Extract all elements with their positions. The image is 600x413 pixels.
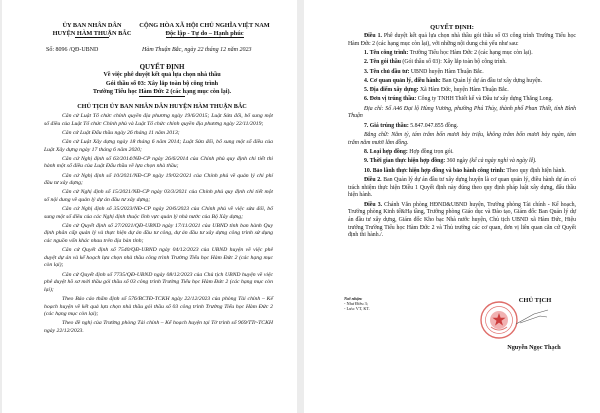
amount-in-words: Bằng chữ: Năm tỷ, tám trăm bốn mươi bảy triệu, không trăm bốn mươi bảy ngàn, tám trăm năm mươi lăm đồng. [348,132,576,146]
article-1-item [348,149,576,157]
item-value: Trường Tiểu học Hàm Đức 2 (các hạng mục còn lại). [409,50,533,56]
item-value: Hợp đồng trọn gói. [409,149,454,156]
item-label: 9. Thời gian thực hiện hợp đồng: [364,158,446,165]
item-value: 360 ngày [446,158,469,165]
place-date: Hàm Thuận Bắc, ngày 22 tháng 12 năm 2023 [142,47,252,53]
document-page-2 [304,0,600,413]
item-label: 4. Cơ quan quản lý, điều hành: [364,77,441,84]
article-3-label: Điều 3. [364,201,383,208]
article-1-item [348,123,576,131]
legal-basis: Căn cứ Quyết định số 7540/QĐ-UBND ngày 04/12/2023 của UBND huyện về việc phê duyệt dự án và kế hoạch lựa chọn nhà thầu công trình Trường Tiểu học Hàm Đức 2 (các hạng mục còn lại); [44,247,273,269]
legal-basis: Căn cứ Quyết định số 7735/QĐ-UBND ngày 08/12/2023 của Chủ tịch UBND huyện về việc phê duyệt hồ sơ mời thầu gói thầu số 03 công trình Trường Tiểu học Hàm Đức 2 (các hạng mục còn lại); [44,271,273,293]
item-value: (Gói thầu số 03): Xây lắp toàn bộ công trình. [402,59,507,66]
recipient-item: - Lưu: VT, KT. [344,306,370,311]
article-1-item [348,96,576,104]
item-label: 2. Tên gói thầu [364,59,401,66]
recipient-item: - Như Điều 3; [344,301,368,306]
decision-subject-line-3: Trường Tiểu học Hàm Đức 2 (các hạng mục còn lại). [92,87,232,95]
article-1 [348,33,576,48]
item-label: 6. Đơn vị trúng thầu: [364,96,417,103]
decision-subject-line-2: Gói thầu số 03: Xây lắp toàn bộ công trình [105,79,219,87]
motto: Độc lập - Tự do – Hạnh phúc [165,30,244,37]
article-2-label: Điều 2. [364,176,382,183]
legal-basis: Căn cứ Luật Xây dựng ngày 18 tháng 6 năm 2014; Luật Sửa đổi, bổ sung một số điều của Luật Xây dựng ngày 17 tháng 6 năm 2020; [44,138,273,153]
decision-articles [348,33,576,242]
item-note: (kể cả ngày nghỉ và ngày lễ). [469,158,537,165]
item-value: UBND huyện Hàm Thuận Bắc. [410,68,484,75]
article-2 [348,177,576,200]
item-value: Theo quy định hiện hành. [506,167,566,174]
legal-basis: Căn cứ Luật Tổ chức chính quyền địa phương ngày 19/6/2015; Luật Sửa đổi, bổ sung một số điều của Luật Tổ chức Chính phủ và Luật Tổ chức chính quyền địa phương ngày 22/11/2019; [44,113,273,127]
item-value: Công ty TNHH Thiết kế và Đầu tư xây dựng Thăng Long. [417,96,553,103]
title-underline [139,96,185,97]
agency-line-2: HUYỆN HÀM THUẬN BẮC [52,30,132,37]
signer-name: Nguyễn Ngọc Thạch [507,344,561,351]
item-label: 7. Giá trúng thầu: [364,122,409,129]
issuing-agency [42,22,142,38]
legal-basis: Theo đề nghị của Trưởng phòng Tài chính – Kế hoạch huyện tại Tờ trình số 969/TTr-TCKH ngày 22/12/2023. [44,320,273,334]
decision-subject-line-1: Về việc phê duyệt kết quả lựa chọn nhà thầu [103,71,221,79]
item-label: 1. Tên công trình: [364,50,409,56]
item-value: Ban Quản lý dự án đầu tư xây dựng huyện. [442,77,543,84]
issuer-title: CHỦ TỊCH ỦY BAN NHÂN DÂN HUYỆN HÀM THUẬN BẮC [77,103,247,110]
article-1-label: Điều 1. [364,33,382,39]
article-2-text: Ban Quản lý dự án đầu tư xây dựng huyện là cơ quan quản lý, điều hành dự án có trách nhiệm thực hiện Điều 1 Quyết định này đúng theo quy định pháp luật xây dựng, đấu thầu hiện hành. [348,176,576,199]
signer-title: CHỦ TỊCH [518,297,552,304]
decision-heading: QUYẾT ĐỊNH: [430,24,474,31]
document-page-1 [2,0,297,413]
article-3-text: Chánh Văn phòng HĐND&UBND huyện, Trưởng phòng Tài chính - Kế hoạch, Trưởng phòng Kinh tế&Hạ tầng, Trưởng phòng Giáo dục và Đào tạo, Giám đốc Ban Quản lý dự án đầu tư xây dựng, Giám đốc Kho bạc Nhà nước huyện, Chủ tịch UBND xã Hàm Đức, Hiệu trưởng Trường Tiểu học Hàm Đức 2 và Thủ trưởng các cơ quan, đơn vị liên quan căn cứ Quyết định thi hành./. [348,201,576,239]
official-seal-icon [479,300,519,340]
decision-title: QUYẾT ĐỊNH [139,63,185,71]
legal-basis: Căn cứ Nghị định số 10/2021/NĐ-CP ngày 19/02/2021 của Chính phủ về quản lý chi phí đầu tư xây dựng; [44,172,273,187]
article-3 [348,202,576,241]
article-1-item [348,59,576,67]
legal-basis: Theo Báo cáo thẩm định số 576/BCTĐ-TCKH ngày 22/12/2023 của phòng Tài chính – Kế hoạch huyện về kết quả lựa chọn nhà thầu gói thầu số 03 công trình Trường Tiểu học Hàm Đức 2 (các hạng mục còn lại); [44,296,273,318]
item-label: 3. Tên chủ đầu tư: [364,68,410,75]
recipients [344,296,370,311]
item-label: 5. Địa điểm xây dựng: [364,87,419,94]
legal-basis: Căn cứ Nghị định số 15/2021/NĐ-CP ngày 03/3/2021 của Chính phủ quy định chi tiết một số nội dung về quản lý dự án đầu tư xây dựng; [44,189,273,203]
item-label: 8. Loại hợp đồng: [364,149,408,156]
agency-line-1: ỦY BAN NHÂN DÂN [62,22,122,29]
nation-name: CỘNG HÒA XÃ HỘI CHỦ NGHĨA VIỆT NAM [139,22,270,29]
decision-title-block [42,63,282,97]
national-motto [132,22,277,38]
item-value: Xã Hàm Đức, huyện Hàm Thuận Bắc. [419,87,509,94]
recipients-label: Nơi nhận: [344,296,363,301]
article-1-item [348,69,576,77]
contractor-address: Địa chỉ: Số A46 Đại lộ Hùng Vương, phường Phú Thủy, thành phố Phan Thiết, tỉnh Bình Thuận [348,105,576,120]
article-1-text: Phê duyệt kết quả lựa chọn nhà thầu gói thầu số 03 công trình Trường Tiểu học Hàm Đức 2 (các hạng mục còn lại), với những nội dung chủ yếu như sau: [348,33,576,47]
item-value: 5.847.047.855 đồng. [410,122,459,129]
article-1-item [348,158,576,166]
legal-basis: Căn cứ Quyết định số 27/2021/QĐ-UBND ngày 17/11/2021 của UBND tỉnh ban hành Quy định phân cấp quản lý và thực hiện dự án đầu tư công, dự án đầu tư xây dựng công trình sử dụng các nguồn vốn khác nhau trên địa bàn tỉnh; [44,222,273,245]
legal-basis: Căn cứ Luật Đấu thầu ngày 26 tháng 11 năm 2013; [62,129,180,136]
article-1-item [348,168,576,176]
article-1-item [348,87,576,95]
article-1-item [348,78,576,86]
article-1-item [348,50,576,58]
document-number: Số: 8096 /QĐ-UBND [46,47,99,53]
legal-basis: Căn cứ Nghị định số 35/2023/NĐ-CP ngày 20/6/2023 của Chính phủ về việc sửa đổi, bổ sung một số điều của các Nghị định thuộc lĩnh vực quản lý nhà nước của Bộ Xây dựng; [44,206,273,220]
legal-bases [44,113,273,337]
handwritten-signature-icon [514,308,550,328]
legal-basis: Căn cứ Nghị định số 63/2014/NĐ-CP ngày 26/6/2014 của Chính phủ quy định chi tiết thi hành một số điều của Luật Đấu thầu về lựa chọn nhà thầu; [44,155,273,170]
item-label: 10. Bảo lãnh thực hiện hợp đồng và bảo hành công trình: [364,167,506,174]
